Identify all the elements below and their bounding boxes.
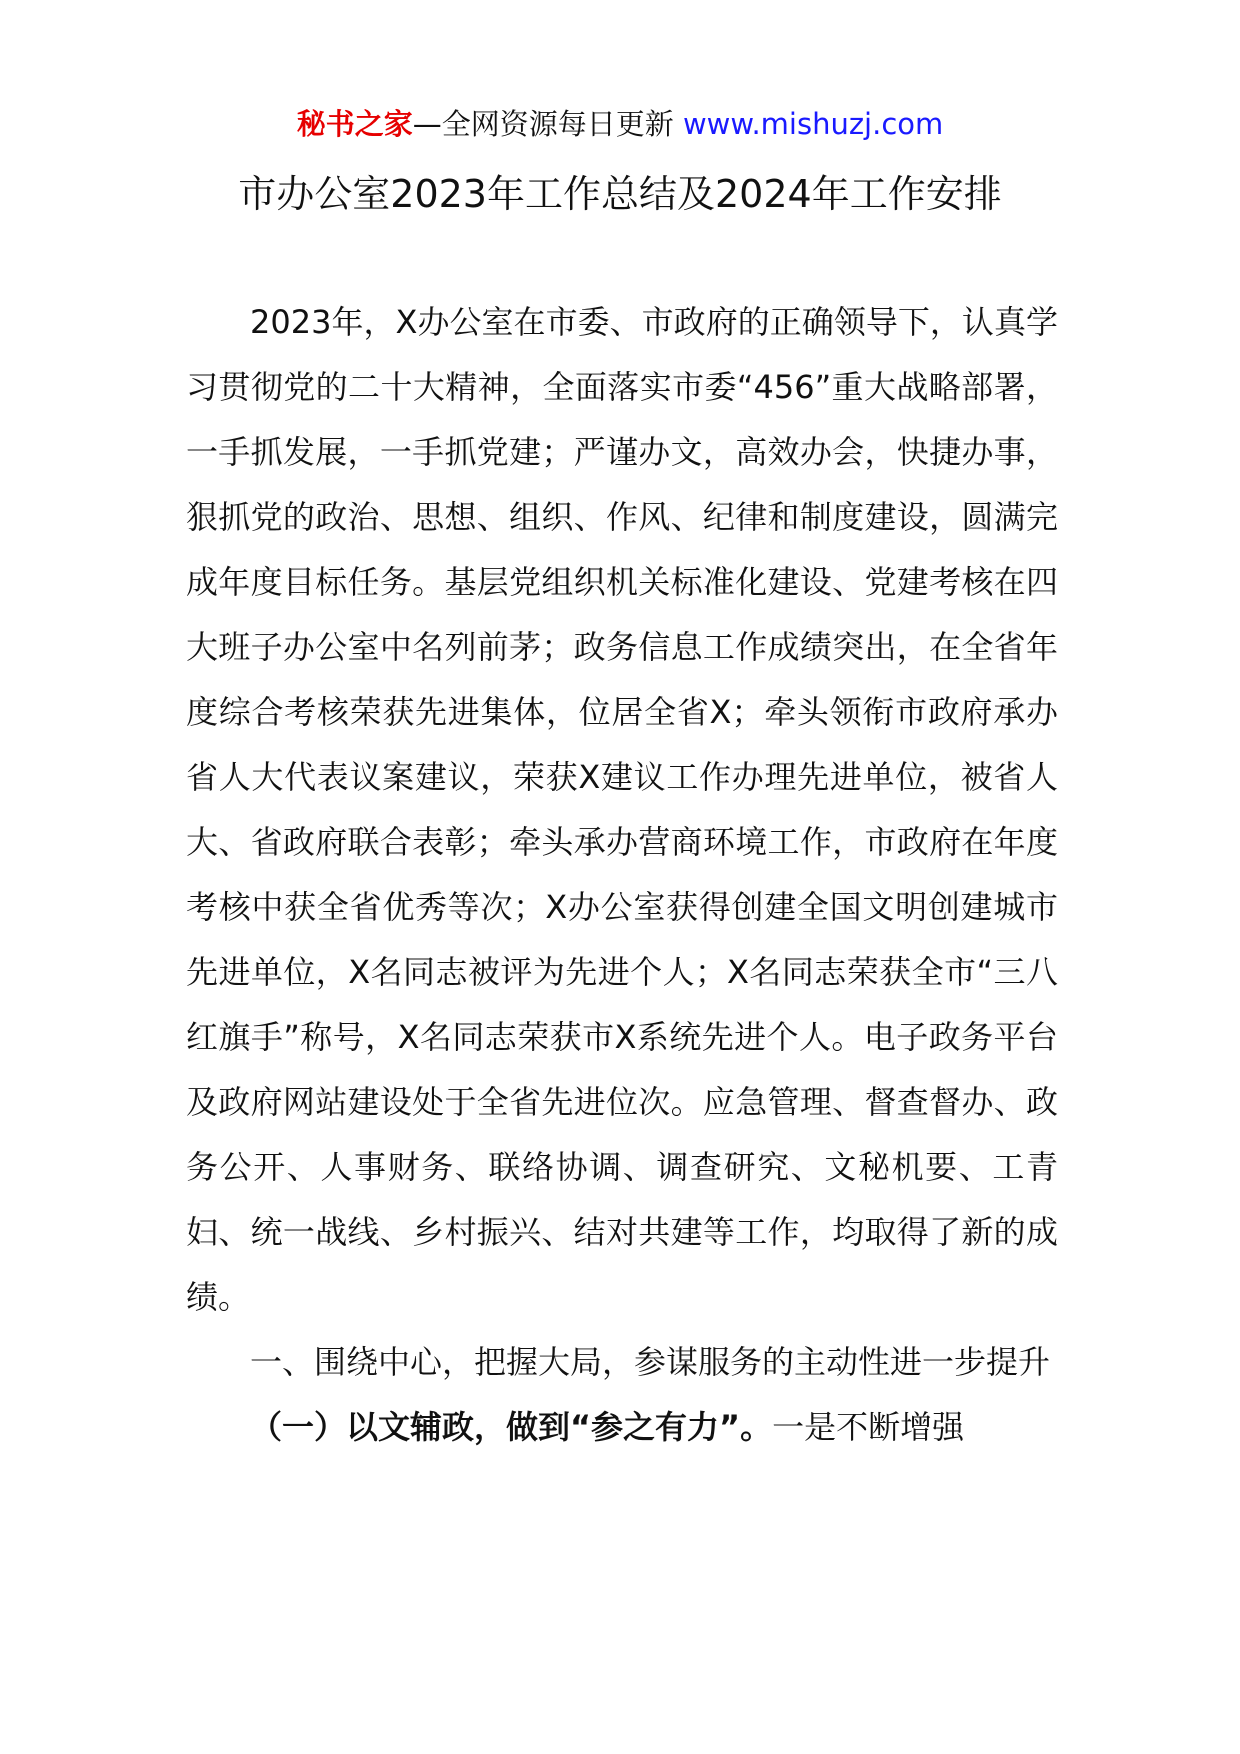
brand-name: 秘书之家 [296, 107, 413, 141]
site-url-link[interactable]: www.mishuzj.com [682, 107, 944, 141]
site-header [0, 104, 1240, 144]
section-heading-1: 一、围绕中心，把握大局，参谋服务的主动性进一步提升 [250, 1343, 1051, 1381]
header-tagline: —全网资源每日更新 [412, 107, 683, 141]
document-body [186, 290, 1058, 1460]
subsection-paragraph-1 [186, 1395, 1058, 1460]
intro-paragraph: 2023年，X办公室在市委、市政府的正确领导下，认真学习贯彻党的二十大精神，全面落实市委“456”重大战略部署，一手抓发展，一手抓党建；严谨办文，高效办会，快捷办事，狠抓党的政治、思想、组织、作风、纪律和制度建设，圆满完成年度目标任务。基层党组织机关标准化建设、党建考核在四大班子办公室中名列前茅；政务信息工作成绩突出，在全省年度综合考核荣获先进集体，位居全省X；牵头领衔市政府承办省人大代表议案建议，荣获X建议工作办理先进单位，被省人大、省政府联合表彰；牵头承办营商环境工作，市政府在年度考核中获全省优秀等次；X办公室获得创建全国文明创建城市先进单位，X名同志被评为先进个人；X名同志荣获全市“三八红旗手”称号，X名同志荣获市X系统先进个人。电子政务平台及政府网站建设处于全省先进位次。应急管理、督查督办、政务公开、人事财务、联络协调、调查研究、文秘机要、工青妇、统一战线、乡村振兴、结对共建等工作，均取得了新的成绩。 [186, 303, 1058, 1316]
document-title: 市办公室2023年工作总结及2024年工作安排 [238, 172, 1002, 216]
subsection-text-1: 一是不断增强 [772, 1408, 965, 1446]
subsection-heading-1: （一）以文辅政，做到“参之有力”。 [250, 1408, 773, 1446]
